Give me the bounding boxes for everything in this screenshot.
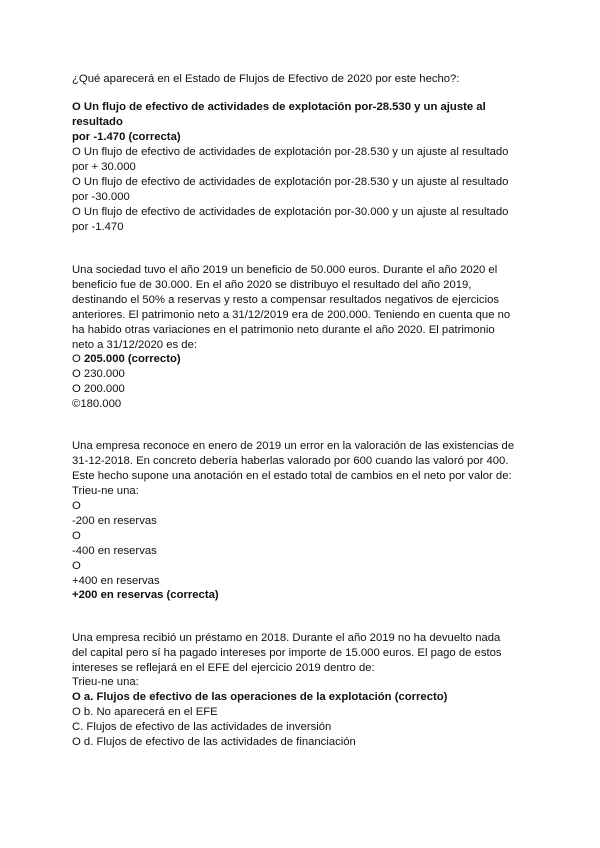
q3-option-1: -200 en reservas — [72, 515, 157, 527]
q4-text-line-4: Trieu-ne una: — [72, 676, 139, 688]
q2-text-line-6: neto a 31/12/2020 es de: — [72, 339, 197, 351]
q2-correct-option-text: 205.000 (correcto) — [83, 353, 181, 365]
q2-text-line-2: beneficio fue de 30.000. En el año 2020 se distribuyo el resultado del año 2019, — [72, 279, 472, 291]
q3-correct-option: +200 en reservas (correcta) — [72, 589, 219, 601]
q3-option-marker-3: O — [72, 560, 81, 572]
q3-option-marker-1: O — [72, 500, 81, 512]
q3-text-line-4: Trieu-ne una: — [72, 485, 139, 497]
q1-option-2-line-1: O Un flujo de efectivo de actividades de explotación por-28.530 y un ajuste al resultado — [72, 146, 509, 158]
q2-option-3: O 200.000 — [72, 383, 125, 395]
q4-correct-option: O a. Flujos de efectivo de las operaciones de la explotación (correcto) — [72, 691, 448, 703]
q1-correct-option-line-2: resultado — [72, 116, 123, 128]
q3-option-3: +400 en reservas — [72, 575, 160, 587]
q1-correct-option-line-3: por -1.470 (correcta) — [72, 131, 181, 143]
q2-text-line-1: Una sociedad tuvo el año 2019 un beneficio de 50.000 euros. Durante el año 2020 el — [72, 264, 498, 276]
q1-option-3-line-1: O Un flujo de efectivo de actividades de explotación por-28.530 y un ajuste al resultado — [72, 176, 509, 188]
q3-option-marker-2: O — [72, 530, 81, 542]
q3-text-line-3: Este hecho supone una anotación en el estado total de cambios en el neto por valor de: — [72, 470, 512, 482]
q4-text-line-1: Una empresa recibió un préstamo en 2018. Durante el año 2019 no ha devuelto nada — [72, 632, 501, 644]
q2-option-marker: O — [72, 353, 84, 365]
q3-option-2: -400 en reservas — [72, 545, 157, 557]
q1-option-3-line-2: por -30.000 — [72, 191, 130, 203]
q2-option-4: ©180.000 — [72, 398, 122, 410]
q2-text-line-5: ha habido otras variaciones en el patrimonio neto durante el año 2020. El patrimonio — [72, 324, 495, 336]
q3-text-line-1: Una empresa reconoce en enero de 2019 un error en la valoración de las existencias de — [72, 440, 515, 452]
q1-option-4-line-2: por -1.470 — [72, 221, 124, 233]
q3-text-line-2: 31-12-2018. En concreto debería haberlas valorado por 600 cuando las valoró por 400. — [72, 455, 509, 467]
q4-text-line-2: del capital pero sí ha pagado intereses por importe de 15.000 euros. El pago de estos — [72, 647, 502, 659]
q2-text-line-3: destinando el 50% a reservas y resto a compensar resultados negativos de ejercicios — [72, 294, 500, 306]
q4-option-c: C. Flujos de efectivo de las actividades de inversión — [72, 721, 332, 733]
q1-option-2-line-2: por + 30.000 — [72, 161, 136, 173]
q2-option-2: O 230.000 — [72, 368, 125, 380]
q2-text-line-4: anteriores. El patrimonio neto a 31/12/2019 era de 200.000. Teniendo en cuenta que no — [72, 309, 511, 321]
q2-correct-option — [72, 352, 181, 367]
q1-option-4-line-1: O Un flujo de efectivo de actividades de explotación por-30.000 y un ajuste al resultado — [72, 206, 509, 218]
q4-option-d: O d. Flujos de efectivo de las actividades de financiación — [72, 736, 356, 748]
q4-option-b: O b. No aparecerá en el EFE — [72, 706, 218, 718]
q4-text-line-3: intereses se reflejará en el EFE del ejercicio 2019 dentro de: — [72, 662, 375, 674]
q1-question: ¿Qué aparecerá en el Estado de Flujos de Efectivo de 2020 por este hecho?: — [72, 73, 460, 85]
q1-correct-option-line-1: O Un flujo de efectivo de actividades de explotación por-28.530 y un ajuste al — [72, 101, 486, 113]
